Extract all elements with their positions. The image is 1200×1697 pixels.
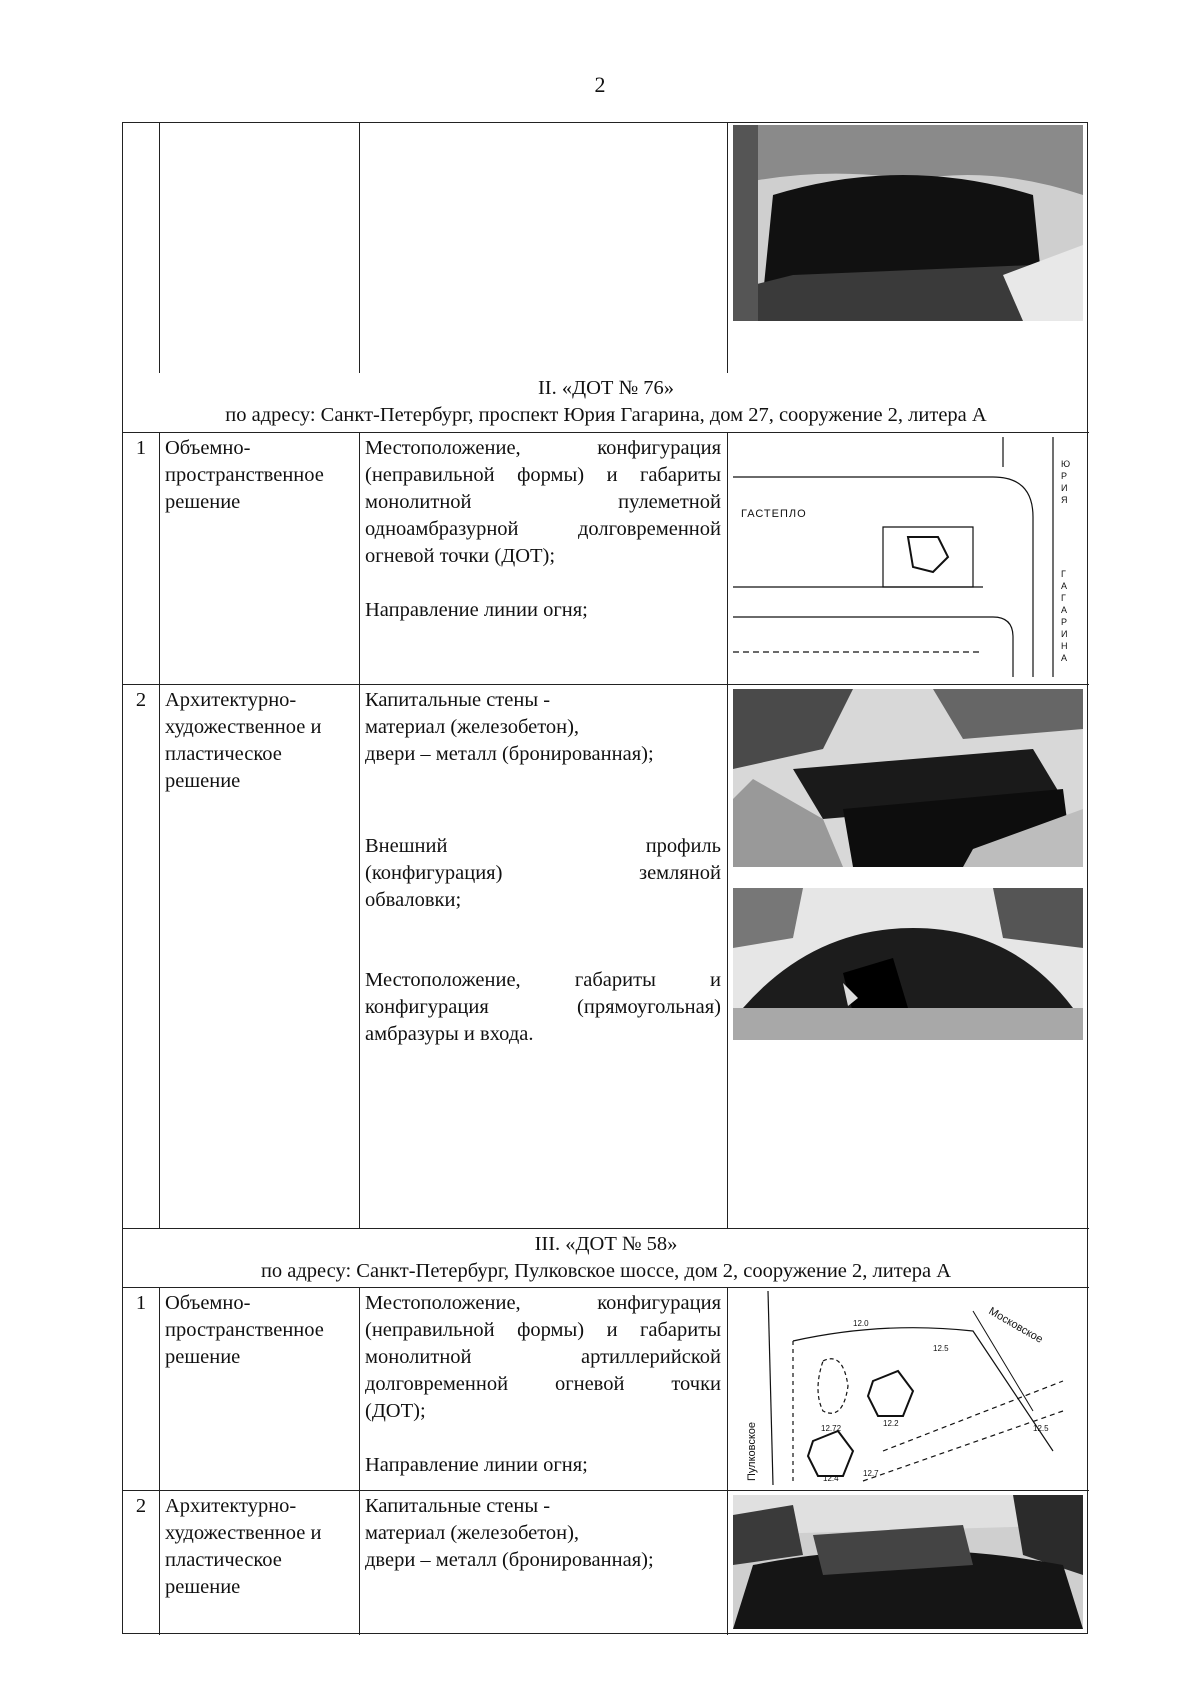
svg-text:12.2: 12.2: [883, 1419, 899, 1428]
bunker-photo: [733, 125, 1083, 321]
feature-name: Объемно- пространственное решение: [165, 1292, 324, 1368]
svg-text:12.7: 12.7: [863, 1469, 879, 1478]
site-plan-dot-76: [733, 437, 1083, 677]
svg-text:А: А: [1061, 653, 1068, 663]
svg-text:12.72: 12.72: [821, 1424, 842, 1433]
monument-table: [122, 122, 1088, 1634]
row-number: 2: [135, 689, 147, 711]
feature-description: Местоположение, конфигурация (неправильной формы) и габариты монолитной пулеметной одноамбразурной долговременной огневой точки (ДОТ); Направление линии огня;: [365, 437, 721, 621]
svg-text:Московское: Московское: [986, 1305, 1045, 1346]
svg-text:Г: Г: [1061, 569, 1066, 579]
bunker-photo: [733, 689, 1083, 867]
section-address-dot-58: по адресу: Санкт-Петербург, Пулковское шоссе, дом 2, сооружение 2, литера А: [260, 1260, 952, 1282]
svg-text:А: А: [1061, 605, 1068, 615]
svg-text:И: И: [1061, 483, 1068, 493]
svg-text:А: А: [1061, 581, 1068, 591]
svg-text:Н: Н: [1061, 641, 1068, 651]
section-title-dot-76: II. «ДОТ № 76»: [537, 377, 675, 399]
feature-name: Архитектурно- художественное и пластическое решение: [165, 689, 322, 792]
svg-text:И: И: [1061, 629, 1068, 639]
svg-text:Р: Р: [1061, 617, 1068, 627]
svg-text:Пулковское: Пулковское: [746, 1421, 758, 1481]
svg-text:Я: Я: [1061, 495, 1068, 505]
section-address-dot-76: по адресу: Санкт-Петербург, проспект Юрия Гагарина, дом 27, сооружение 2, литера А: [225, 404, 987, 426]
svg-text:12.4: 12.4: [823, 1474, 839, 1483]
svg-text:12.5: 12.5: [933, 1344, 949, 1353]
feature-name: Объемно- пространственное решение: [165, 437, 324, 513]
feature-description: Местоположение, габариты и конфигурация (прямоугольная) амбразуры и входа.: [365, 969, 721, 1045]
feature-name: Архитектурно- художественное и пластическое решение: [165, 1495, 322, 1598]
svg-text:Г: Г: [1061, 593, 1066, 603]
row-number: 1: [135, 1292, 147, 1314]
feature-description: Внешний профиль (конфигурация) земляной обваловки;: [365, 835, 721, 911]
svg-text:Ю: Ю: [1061, 459, 1071, 469]
bunker-photo: [733, 1495, 1083, 1629]
page-number: 2: [594, 72, 606, 97]
section-title-dot-58: III. «ДОТ № 58»: [534, 1233, 678, 1255]
svg-text:Р: Р: [1061, 471, 1068, 481]
row-number: 2: [135, 1495, 147, 1517]
bunker-photo: [733, 888, 1083, 1040]
site-plan-dot-58: [733, 1291, 1083, 1485]
feature-description: Капитальные стены - материал (железобетон), двери – металл (бронированная);: [365, 689, 654, 765]
row-number: 1: [135, 437, 147, 459]
svg-text:ГАСТЕПЛО: ГАСТЕПЛО: [741, 508, 807, 520]
svg-text:12.0: 12.0: [853, 1319, 869, 1328]
feature-description: Местоположение, конфигурация (неправильной формы) и габариты монолитной артиллерийской долговременной огневой точки (ДОТ); Направление линии огня;: [365, 1292, 721, 1476]
feature-description: Капитальные стены - материал (железобетон), двери – металл (бронированная);: [365, 1495, 654, 1571]
svg-text:12.5: 12.5: [1033, 1424, 1049, 1433]
